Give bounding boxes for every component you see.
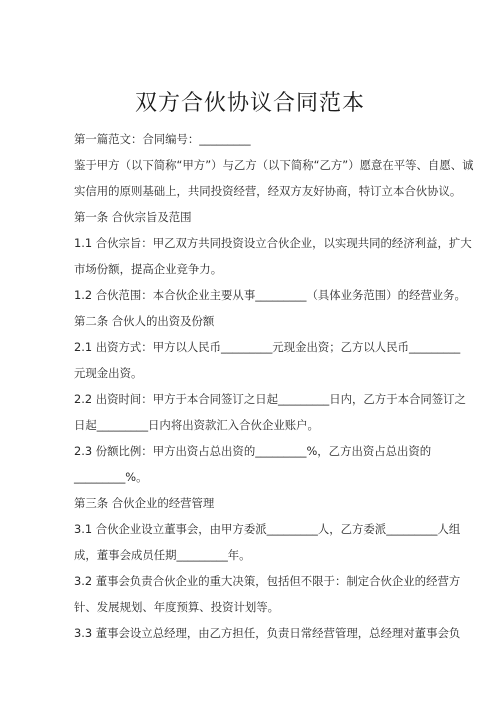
paragraph-line: 日起_________日内将出资款汇入合伙企业账户。 xyxy=(74,418,319,432)
paragraph-line: 3.1 合伙企业设立董事会，由甲方委派_________人，乙方委派_________人组 xyxy=(74,522,461,536)
paragraph-line: 鉴于甲方（以下简称“甲方”）与乙方（以下简称“乙方”）愿意在平等、自愿、诚 xyxy=(74,158,474,172)
paragraph-line: 1.1 合伙宗旨：甲乙双方共同投资设立合伙企业，以实现共同的经济利益，扩大 xyxy=(74,236,472,250)
paragraph-line: 1.2 合伙范围：本合伙企业主要从事_________（具体业务范围）的经营业务。 xyxy=(74,288,466,302)
document-body xyxy=(74,126,474,646)
section-heading: 第二条 合伙人的出资及份额 xyxy=(74,314,215,328)
paragraph-line: 元现金出资。 xyxy=(74,366,143,380)
section-heading: 第三条 合伙企业的经营管理 xyxy=(74,496,215,510)
paragraph-line: 2.2 出资时间：甲方于本合同签订之日起_________日内，乙方于本合同签订之 xyxy=(74,392,466,406)
document-title: 双方合伙协议合同范本 xyxy=(134,91,365,116)
paragraph-line: 2.3 份额比例：甲方出资占总出资的_________%，乙方出资占总出资的 xyxy=(74,444,432,458)
paragraph-line: 第一篇范文：合同编号：_________ xyxy=(74,132,251,146)
paragraph-line: 实信用的原则基础上，共同投资经营，经双方友好协商，特订立本合伙协议。 xyxy=(74,184,462,198)
paragraph-line: 市场份额，提高企业竞争力。 xyxy=(74,262,223,276)
paragraph-line: 3.3 董事会设立总经理，由乙方担任，负责日常经营管理，总经理对董事会负 xyxy=(74,626,461,640)
paragraph-line: 2.1 出资方式：甲方以人民币_________元现金出资；乙方以人民币_________ xyxy=(74,340,461,354)
paragraph-line: 3.2 董事会负责合伙企业的重大决策，包括但不限于：制定合伙企业的经营方 xyxy=(74,574,461,588)
section-heading: 第一条 合伙宗旨及范围 xyxy=(74,210,192,224)
paragraph-line: 成，董事会成员任期_________年。 xyxy=(74,548,251,562)
paragraph-line: 针、发展规划、年度预算、投资计划等。 xyxy=(74,600,280,614)
paragraph-line: _________%。 xyxy=(74,470,148,484)
